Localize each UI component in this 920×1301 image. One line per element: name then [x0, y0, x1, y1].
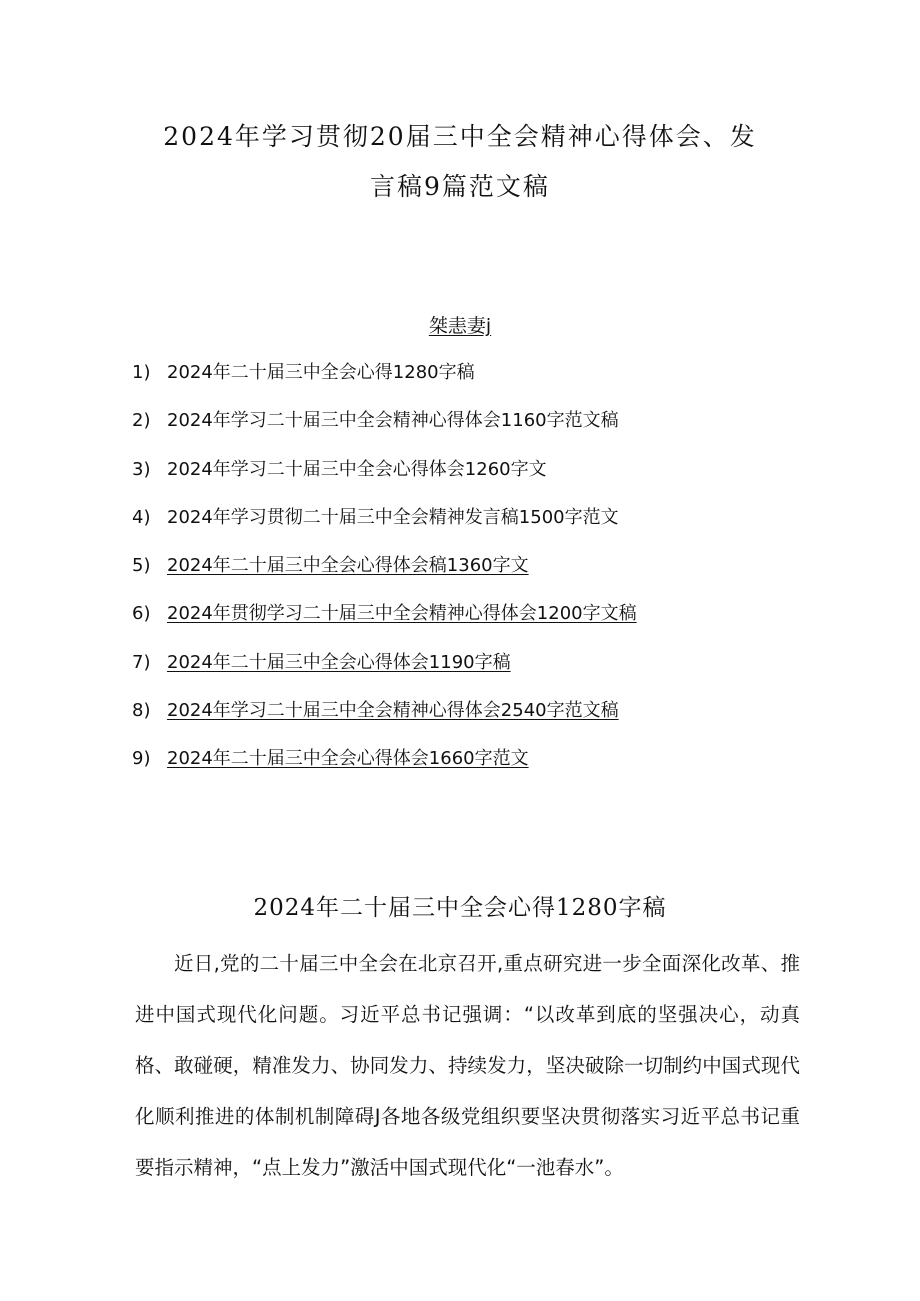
toc-item[interactable] [132, 649, 772, 697]
toc-link[interactable]: 2024年二十届三中全会心得体会稿1360字文 [167, 555, 529, 577]
toc-item-number: 8) [132, 700, 151, 722]
toc-item-number: 2) [132, 410, 151, 432]
toc-item-number: 4) [132, 506, 151, 528]
toc-item-number: 1) [132, 362, 151, 383]
toc-link[interactable]: 2024年二十届三中全会心得体会1190字稿 [167, 651, 511, 673]
toc-item[interactable] [132, 745, 772, 793]
toc-item-number: 5) [132, 555, 151, 577]
toc-item-text: 2024年学习二十届三中全会精神心得体会1160字范文稿 [167, 410, 619, 432]
toc-link[interactable]: 2024年二十届三中全会心得体会1660字范文 [167, 748, 529, 770]
toc-item[interactable] [132, 600, 772, 648]
toc-item-number: 9) [132, 748, 151, 770]
toc-item-number: 6) [132, 603, 151, 625]
toc-item [132, 456, 772, 504]
toc-item[interactable] [132, 697, 772, 745]
toc-item-number: 3) [132, 458, 151, 480]
toc-item-text: 2024年学习二十届三中全会心得体会1260字文 [167, 458, 547, 480]
toc-item[interactable] [132, 552, 772, 600]
toc-item-text: 2024年学习贯彻二十届三中全会精神发言稿1500字范文 [167, 506, 619, 528]
body-paragraph: 近日,党的二十届三中全会在北京召开,重点研究进一步全面深化改革、推进中国式现代化问题。习近平总书记强调：“以改革到底的坚强决心，动真格、敢碰硬，精准发力、协同发力、持续发力，坚决破除一切制约中国式现代化顺利推进的体制机制障碍J各地各级党组织要坚决贯彻落实习近平总书记重要指示精神，“点上发力”激活中国式现代化“一池春水”。 [135, 952, 800, 1179]
toc-item [132, 407, 772, 455]
table-of-contents [132, 359, 772, 794]
document-title: 2024年学习贯彻20届三中全会精神心得体会、发言稿9篇范文稿 [163, 122, 757, 201]
toc-heading: 桀恚妻j [428, 315, 492, 337]
toc-link[interactable]: 2024年学习二十届三中全会精神心得体会2540字范文稿 [167, 700, 619, 722]
toc-item [132, 359, 772, 407]
section-title: 2024年二十届三中全会心得1280字稿 [253, 895, 667, 921]
toc-item-text: 2024年二十届三中全会心得1280字稿 [167, 362, 475, 383]
toc-item-number: 7) [132, 651, 151, 673]
toc-link[interactable]: 2024年贯彻学习二十届三中全会精神心得体会1200字文稿 [167, 603, 637, 625]
toc-item [132, 504, 772, 552]
